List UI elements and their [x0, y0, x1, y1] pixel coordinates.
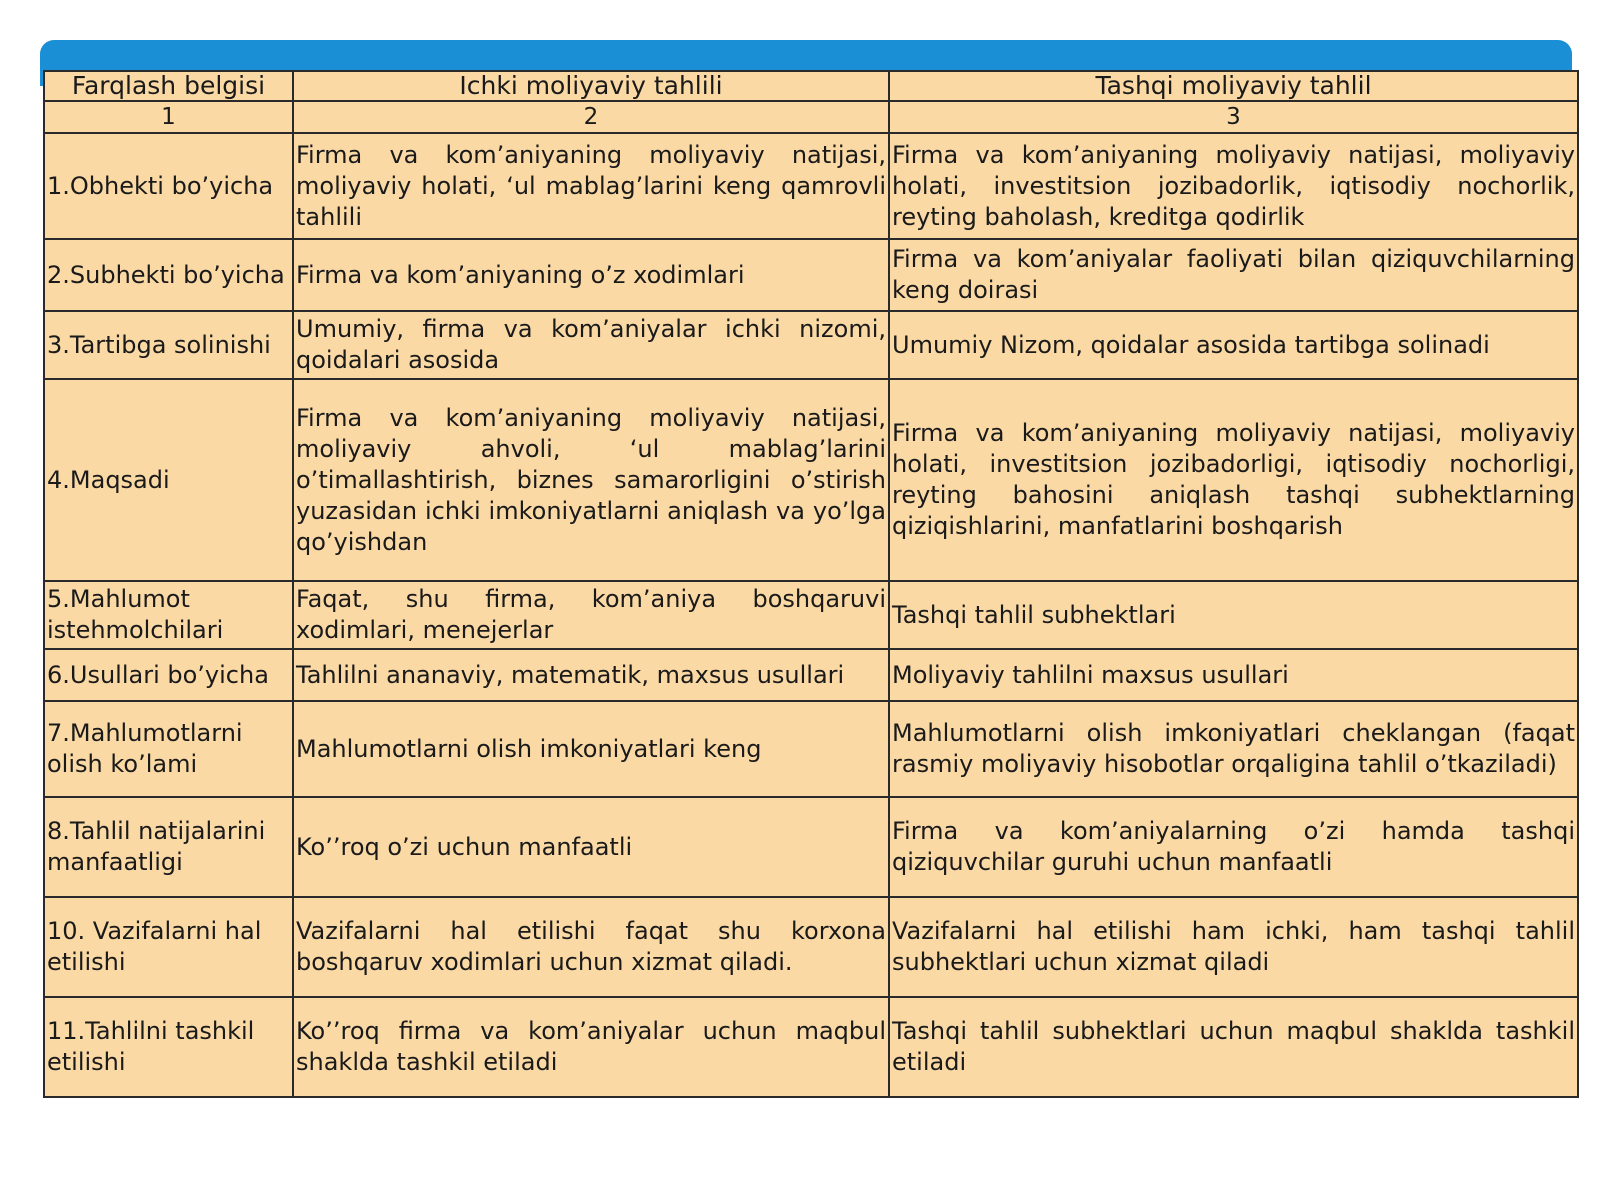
criterion-cell: 6.Usullari bo’yicha — [44, 649, 293, 701]
internal-analysis-cell: Vazifalarni hal etilishi faqat shu korxona boshqaruv xodimlari uchun xizmat qiladi. — [293, 897, 889, 997]
criterion-cell: 3.Tartibga solinishi — [44, 311, 293, 379]
table-row — [44, 997, 1578, 1097]
internal-analysis-cell: Firma va kom’aniyaning moliyaviy natijasi, moliyaviy ahvoli, ‘ul mablag’larini o’timallashtirish, biznes samarorligini o’stirish yuzasidan ichki imkoniyatlarni aniqlash va yo’lga qo’yishdan — [293, 379, 889, 581]
external-analysis-cell: Umumiy Nizom, qoidalar asosida tartibga solinadi — [889, 311, 1578, 379]
criterion-cell: 5.Mahlumot istehmolchilari — [44, 581, 293, 649]
column-number-cell: 3 — [889, 101, 1578, 133]
internal-analysis-cell: Mahlumotlarni olish imkoniyatlari keng — [293, 701, 889, 797]
table-row — [44, 311, 1578, 379]
internal-analysis-cell: Firma va kom’aniyaning o’z xodimlari — [293, 239, 889, 311]
table-row — [44, 649, 1578, 701]
external-analysis-cell: Vazifalarni hal etilishi ham ichki, ham tashqi tahlil subhektlari uchun xizmat qiladi — [889, 897, 1578, 997]
criterion-cell: 2.Subhekti bo’yicha — [44, 239, 293, 311]
table-row — [44, 239, 1578, 311]
criterion-cell: 7.Mahlumotlarni olish ko’lami — [44, 701, 293, 797]
table-row — [44, 379, 1578, 581]
table-row — [44, 581, 1578, 649]
table-row — [44, 797, 1578, 897]
external-analysis-cell: Tashqi tahlil subhektlari uchun maqbul shaklda tashkil etiladi — [889, 997, 1578, 1097]
criterion-cell: 11.Tahlilni tashkil etilishi — [44, 997, 293, 1097]
table-row — [44, 133, 1578, 239]
criterion-cell: 1.Obhekti bo’yicha — [44, 133, 293, 239]
external-analysis-cell: Mahlumotlarni olish imkoniyatlari cheklangan (faqat rasmiy moliyaviy hisobotlar orqaligina tahlil o’tkaziladi) — [889, 701, 1578, 797]
internal-analysis-cell: Firma va kom’aniyaning moliyaviy natijasi, moliyaviy holati, ‘ul mablag’larini keng qamrovli tahlili — [293, 133, 889, 239]
comparison-table-container — [43, 70, 1579, 1098]
internal-analysis-cell: Ko’’roq o’zi uchun manfaatli — [293, 797, 889, 897]
table-header-row — [44, 71, 1578, 101]
internal-analysis-cell: Faqat, shu firma, kom’aniya boshqaruvi xodimlari, menejerlar — [293, 581, 889, 649]
header-cell: Farqlash belgisi — [44, 71, 293, 101]
column-number-cell: 2 — [293, 101, 889, 133]
internal-analysis-cell: Ko’’roq firma va kom’aniyalar uchun maqbul shaklda tashkil etiladi — [293, 997, 889, 1097]
table-row — [44, 701, 1578, 797]
external-analysis-cell: Moliyaviy tahlilni maxsus usullari — [889, 649, 1578, 701]
external-analysis-cell: Firma va kom’aniyaning moliyaviy natijasi, moliyaviy holati, investitsion jozibadorlik, iqtisodiy nochorlik, reyting baholash, kreditga qodirlik — [889, 133, 1578, 239]
header-cell: Ichki moliyaviy tahlili — [293, 71, 889, 101]
table-row — [44, 897, 1578, 997]
internal-analysis-cell: Tahlilni ananaviy, matematik, maxsus usullari — [293, 649, 889, 701]
internal-analysis-cell: Umumiy, firma va kom’aniyalar ichki nizomi, qoidalari asosida — [293, 311, 889, 379]
external-analysis-cell: Firma va kom’aniyalarning o’zi hamda tashqi qiziquvchilar guruhi uchun manfaatli — [889, 797, 1578, 897]
external-analysis-cell: Firma va kom’aniyalar faoliyati bilan qiziquvchilarning keng doirasi — [889, 239, 1578, 311]
table-number-row — [44, 101, 1578, 133]
column-number-cell: 1 — [44, 101, 293, 133]
external-analysis-cell: Firma va kom’aniyaning moliyaviy natijasi, moliyaviy holati, investitsion jozibadorligi, iqtisodiy nochorligi, reyting bahosini aniqlash tashqi subhektlarning qiziqishlarini, manfatlarini boshqarish — [889, 379, 1578, 581]
criterion-cell: 10. Vazifalarni hal etilishi — [44, 897, 293, 997]
criterion-cell: 8.Tahlil natijalarini manfaatligi — [44, 797, 293, 897]
header-cell: Tashqi moliyaviy tahlil — [889, 71, 1578, 101]
external-analysis-cell: Tashqi tahlil subhektlari — [889, 581, 1578, 649]
comparison-table — [43, 70, 1579, 1098]
criterion-cell: 4.Maqsadi — [44, 379, 293, 581]
